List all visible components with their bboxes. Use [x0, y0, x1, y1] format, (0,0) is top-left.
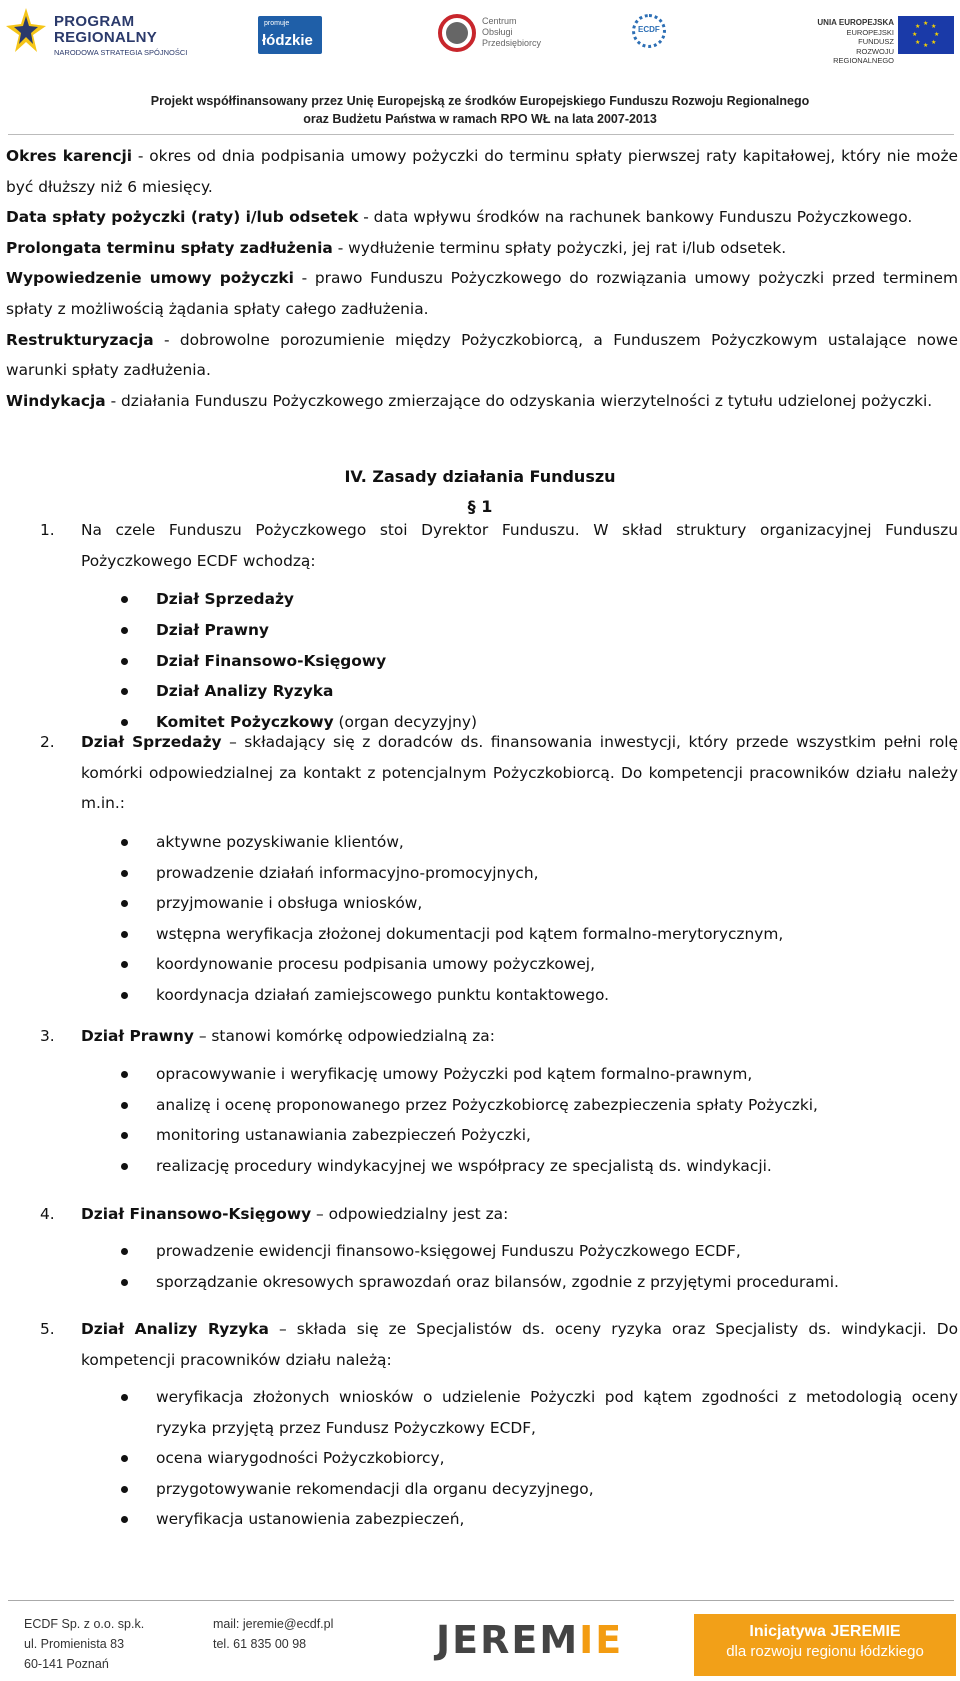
- bullet-icon: [121, 1455, 128, 1462]
- bullet-icon: [121, 688, 128, 695]
- item-heading: Dział Prawny: [81, 1027, 194, 1045]
- definition-text: - wydłużenie terminu spłaty pożyczki, jej rat i/lub odsetek.: [332, 238, 787, 257]
- item-text: – stanowi komórkę odpowiedzialną za:: [193, 1027, 495, 1045]
- bullet-icon: [121, 961, 128, 968]
- page-header: [0, 0, 960, 138]
- page-footer: [0, 1600, 960, 1681]
- item-text: – składający się z doradców ds. finansowania inwestycji, który przede wszystkim pełni rolę komórki odpowiedzialnej za kontakt z potencjalnym Pożyczkobiorcą. Do kompetencji pracowników działu należy m.in.:: [81, 733, 958, 813]
- coi-logo: [438, 4, 548, 60]
- bullet-text: monitoring ustanawiania zabezpieczeń Pożyczki,: [156, 1126, 531, 1144]
- item-heading: Dział Finansowo-Księgowy: [81, 1205, 312, 1223]
- initiative-banner: [694, 1614, 956, 1676]
- bullet-icon: [121, 627, 128, 634]
- bullet-text: weryfikacja złożonych wniosków o udzielenie Pożyczki pod kątem zgodności z metodologią oceny ryzyka przyjętą przez Fundusz Pożyczkowy ECDF,: [156, 1388, 958, 1437]
- bullet-text: opracowywanie i weryfikację umowy Pożyczki pod kątem formalno-prawnym,: [156, 1065, 753, 1083]
- bullet-icon: [121, 900, 128, 907]
- bullet-icon: [121, 1248, 128, 1255]
- footer-divider: [8, 1600, 954, 1601]
- bullet-text: ocena wiarygodności Pożyczkobiorcy,: [156, 1449, 445, 1467]
- bullet-text: wstępna weryfikacja złożonej dokumentacji pod kątem formalno-merytorycznym,: [156, 925, 784, 943]
- bullet-suffix: (organ decyzyjny): [333, 713, 477, 731]
- logo-text: promuje: [264, 20, 290, 27]
- star-icon: [6, 6, 46, 58]
- bullet-item: [0, 1059, 960, 1089]
- bullet-item: [0, 646, 960, 676]
- item-heading: Dział Analizy Ryzyka: [81, 1320, 269, 1338]
- bullet-icon: [121, 596, 128, 603]
- definition-term: Data spłaty pożyczki (raty) i/lub odsetek: [6, 208, 359, 227]
- header-divider: [8, 134, 954, 135]
- bullet-icon: [121, 839, 128, 846]
- definition: [6, 233, 958, 264]
- bullet-item: [0, 919, 960, 949]
- bullet-text: Dział Finansowo-Księgowy: [156, 652, 387, 670]
- bullet-icon: [121, 1516, 128, 1523]
- footer-address: [24, 1614, 144, 1674]
- bullet-item: [0, 676, 960, 706]
- item-number: 5.: [40, 1320, 55, 1338]
- bullet-item: [0, 949, 960, 979]
- logo-text: PROGRAM: [54, 13, 135, 30]
- definition-text: - data wpływu środków na rachunek bankowy Funduszu Pożyczkowego.: [358, 208, 913, 227]
- definition-term: Windykacja: [6, 391, 106, 410]
- bullet-text: Dział Prawny: [156, 621, 269, 639]
- logo-subtext: NARODOWA STRATEGIA SPÓJNOŚCI: [54, 48, 188, 57]
- paragraph-mark: § 1: [467, 497, 493, 516]
- logo-text: Obsługi: [482, 27, 513, 37]
- logo-text: Przedsiębiorcy: [482, 38, 542, 48]
- logo-text: UNIA EUROPEJSKA: [817, 18, 894, 27]
- bullet-text: realizację procedury windykacyjnej we współpracy ze specjalistą ds. windykacji.: [156, 1157, 772, 1175]
- logo-bar: [0, 0, 960, 70]
- bullet-text: Dział Sprzedaży: [156, 590, 294, 608]
- bullet-item: [0, 584, 960, 614]
- item-number: 1.: [40, 521, 55, 539]
- eu-logo: [810, 4, 956, 65]
- definition-text: - dobrowolne porozumienie między Pożyczkobiorcą, a Funduszem Pożyczkowym ustalające nowe warunki spłaty zadłużenia.: [6, 330, 958, 380]
- bullet-icon: [121, 719, 128, 726]
- bullet-text: aktywne pozyskiwanie klientów,: [156, 833, 404, 851]
- bullet-item: [0, 888, 960, 918]
- bullet-item: [0, 1151, 960, 1181]
- bullet-icon: [121, 992, 128, 999]
- city-address: 60-141 Poznań: [24, 1657, 109, 1671]
- logo-text: Centrum: [482, 16, 517, 26]
- item-text: – składa się ze Specjalistów ds. oceny ryzyka oraz Specjalisty ds. windykacji. Do kompetencji pracowników działu należą:: [81, 1320, 959, 1369]
- cofinancing-line: Projekt współfinansowany przez Unię Europejską ze środków Europejskiego Funduszu Rozwoju Regionalnego: [150, 94, 810, 108]
- bullet-item: [0, 615, 960, 645]
- bullet-icon: [121, 870, 128, 877]
- bullet-icon: [121, 1394, 128, 1401]
- logo-text: EUROPEJSKI FUNDUSZ: [846, 27, 894, 46]
- bullet-icon: [121, 1071, 128, 1078]
- bullet-icon: [121, 1132, 128, 1139]
- banner-subtitle: dla rozwoju regionu łódzkiego: [726, 1643, 924, 1660]
- definition: [6, 325, 958, 386]
- bullet-text: prowadzenie działań informacyjno-promocyjnych,: [156, 864, 539, 882]
- bullet-text: koordynacja działań zamiejscowego punktu kontaktowego.: [156, 986, 610, 1004]
- cofinancing-note: [0, 92, 960, 128]
- bullet-item: [0, 1236, 960, 1266]
- bullet-text: Komitet Pożyczkowy: [156, 713, 334, 731]
- item-number: 4.: [40, 1205, 55, 1223]
- item-number: 2.: [40, 733, 55, 751]
- bullet-item: [0, 1090, 960, 1120]
- definition-text: - prawo Funduszu Pożyczkowego do rozwiązania umowy pożyczki przed terminem spłaty z możliwością żądania spłaty całego zadłużenia.: [6, 269, 959, 318]
- email-text: mail: jeremie@ecdf.pl: [213, 1617, 334, 1631]
- banner-title: Inicjatywa JEREMIE: [749, 1623, 901, 1640]
- bullet-icon: [121, 1486, 128, 1493]
- street-address: ul. Promienista 83: [24, 1637, 125, 1651]
- logo-text: łódzkie: [262, 32, 313, 49]
- eu-flag-icon: ★ ★ ★ ★ ★ ★ ★ ★: [898, 16, 954, 54]
- bullet-text: sporządzanie okresowych sprawozdań oraz bilansów, zgodnie z przyjętymi procedurami.: [156, 1273, 839, 1291]
- definition: [6, 202, 958, 233]
- bullet-text: przyjmowanie i obsługa wniosków,: [156, 894, 423, 912]
- footer-contact: [213, 1614, 333, 1654]
- definition-term: Okres karencji: [6, 147, 133, 165]
- bullet-item: [0, 1382, 960, 1443]
- bullet-item: [0, 1120, 960, 1150]
- item-number: 3.: [40, 1027, 55, 1045]
- jeremie-logo: [436, 1618, 623, 1662]
- bullet-text: Dział Analizy Ryzyka: [156, 682, 334, 700]
- bullet-text: przygotowywanie rekomendacji dla organu decyzyjnego,: [156, 1480, 594, 1498]
- logo-text: IE: [579, 1618, 624, 1662]
- definition-term: Wypowiedzenie umowy pożyczki: [6, 269, 294, 288]
- bullet-text: prowadzenie ewidencji finansowo-księgowej Funduszu Pożyczkowego ECDF,: [156, 1242, 741, 1260]
- bullet-icon: [121, 931, 128, 938]
- bullet-icon: [121, 1279, 128, 1286]
- lodzkie-logo: [258, 4, 328, 60]
- bullet-icon: [121, 1102, 128, 1109]
- bullet-item: [0, 1267, 960, 1297]
- company-name: ECDF Sp. z o.o. sp.k.: [24, 1617, 145, 1631]
- logo-text: JEREM: [436, 1618, 580, 1662]
- program-regionalny-logo: [6, 4, 196, 60]
- ecdf-logo: [628, 4, 676, 60]
- bullet-icon: [121, 1163, 128, 1170]
- bullet-item: [0, 1504, 960, 1534]
- cofinancing-line: oraz Budżetu Państwa w ramach RPO WŁ na lata 2007-2013: [303, 112, 657, 126]
- logo-text: ROZWOJU REGIONALNEGO: [833, 46, 894, 65]
- bullet-item: [0, 980, 960, 1010]
- definitions: [6, 141, 958, 416]
- bullet-icon: [121, 658, 128, 665]
- definition-text: - okres od dnia podpisania umowy pożyczki do terminu spłaty pierwszej raty kapitałowej, który nie może być dłuższy niż 6 miesięcy.: [6, 147, 958, 196]
- section-title: IV. Zasady działania Funduszu: [344, 467, 616, 486]
- bullet-text: weryfikacja ustanowienia zabezpieczeń,: [156, 1510, 465, 1528]
- definition-text: - działania Funduszu Pożyczkowego zmierzające do odzyskania wierzytelności z tytułu udzielonej pożyczki.: [105, 391, 933, 410]
- bullet-item: [0, 1443, 960, 1473]
- bullet-text: analizę i ocenę proponowanego przez Pożyczkobiorcę zabezpieczenia spłaty Pożyczki,: [156, 1096, 818, 1114]
- logo-text: REGIONALNY: [54, 29, 158, 46]
- bullet-item: [0, 1474, 960, 1504]
- bullet-item: [0, 827, 960, 857]
- definition-term: Restrukturyzacja: [6, 330, 154, 349]
- definition: [6, 141, 958, 202]
- bullet-text: koordynowanie procesu podpisania umowy pożyczkowej,: [156, 955, 595, 973]
- bullet-item: [0, 858, 960, 888]
- phone-text: tel. 61 835 00 98: [213, 1637, 307, 1651]
- definition: [6, 386, 958, 417]
- item-text: Na czele Funduszu Pożyczkowego stoi Dyrektor Funduszu. W skład struktury organizacyjnej Funduszu Pożyczkowego ECDF wchodzą:: [81, 521, 958, 570]
- item-heading: Dział Sprzedaży: [81, 733, 222, 751]
- logo-text: ECDF: [638, 25, 660, 34]
- item-text: – odpowiedzialny jest za:: [311, 1205, 509, 1223]
- definition: [6, 263, 958, 324]
- definition-term: Prolongata terminu spłaty zadłużenia: [6, 238, 333, 257]
